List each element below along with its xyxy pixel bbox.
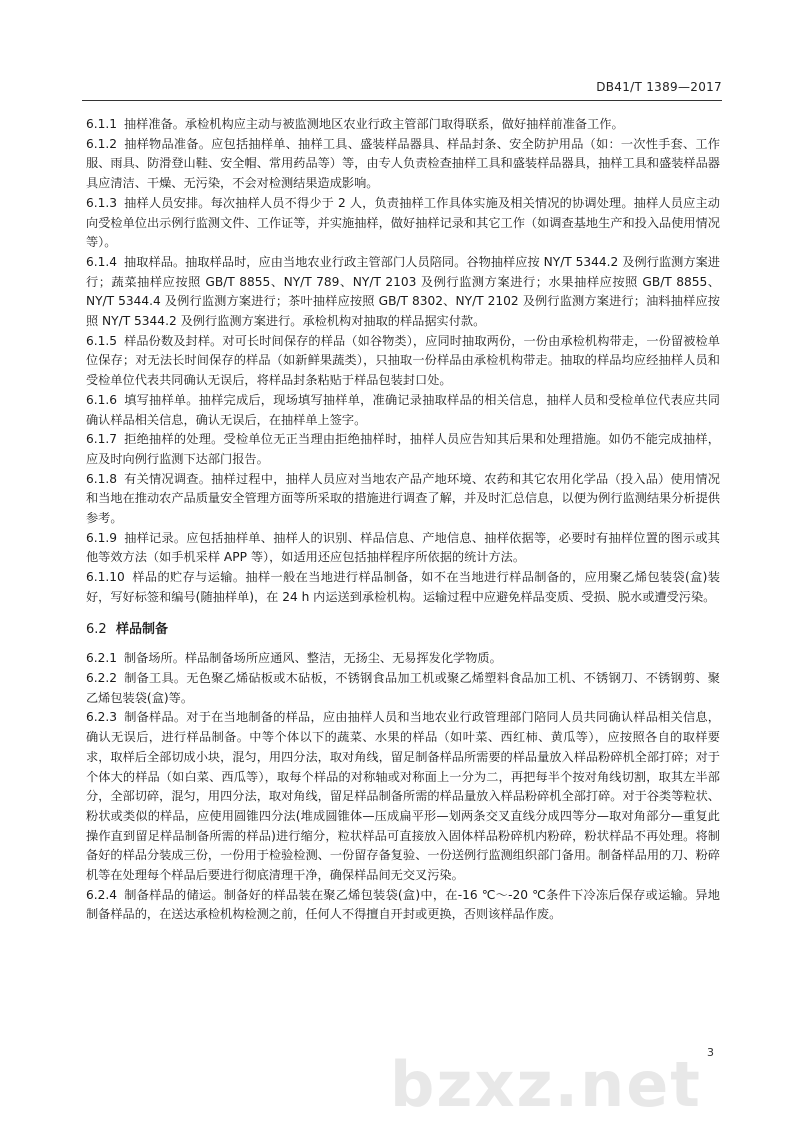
- clause-number: 6.1.7: [86, 432, 118, 447]
- clause-text: 拒绝抽样的处理。受检单位无正当理由拒绝抽样时，抽样人员应告知其后果和处理措施。如仍不能完成抽样，应及时向例行监测下达部门报告。: [86, 432, 720, 466]
- clause-paragraph: [86, 194, 720, 253]
- clause-number: 6.2.4: [86, 887, 118, 902]
- clause-text: 制备工具。无色聚乙烯砧板或木砧板，不锈钢食品加工机或聚乙烯塑料食品加工机、不锈钢刀、不锈钢剪、聚乙烯包装袋(盒)等。: [86, 670, 720, 705]
- clause-paragraph: [86, 135, 720, 194]
- clause-text: 制备样品的储运。制备好的样品装在聚乙烯包装袋(盒)中，在-16 ℃～-20 ℃条件下冷冻后保存或运输。异地制备样品的，在送达承检机构检测之前，任何人不得擅自开封或更换，否则该样品作废。: [86, 887, 720, 922]
- clause-text: 样品的贮存与运输。抽样一般在当地进行样品制备，如不在当地进行样品制备的，应用聚乙烯包装袋(盒)装好，写好标签和编号(随抽样单)，在 24 h 内运送到承检机构。运输过程中应避免样品变质、受损、脱水或遭受污染。: [86, 570, 720, 604]
- clause-paragraph: [86, 430, 720, 469]
- clause-text: 抽样物品准备。应包括抽样单、抽样工具、盛装样品器具、样品封条、安全防护用品（如：一次性手套、工作服、雨具、防滑登山鞋、安全帽、常用药品等）等，由专人负责检查抽样工具和盛装样品器具，抽样工具和盛装样品器具应清洁、干燥、无污染，不会对检测结果造成影响。: [86, 136, 720, 191]
- clause-paragraph: [86, 649, 720, 669]
- clause-text: 抽取样品。抽取样品时，应由当地农业行政主管部门人员陪同。谷物抽样应按 NY/T 5344.2 及例行监测方案进行；蔬菜抽样应按照 GB/T 8855、NY/T 789、NY/T 2103 及例行监测方案进行；水果抽样应按照 GB/T 8855、NY/T 5344.4 及例行监测方案进行；茶叶抽样应按照 GB/T 8302、NY/T 2102 及例行监测方案进行；油料抽样应按照 NY/T 5344.2 及例行监测方案进行。承检机构对抽取的样品据实付款。: [86, 254, 720, 329]
- clause-number: 6.2.3: [86, 710, 118, 725]
- clause-paragraph: [86, 470, 720, 529]
- document-body: [86, 115, 720, 925]
- clause-text: 填写抽样单。抽样完成后，现场填写抽样单，准确记录抽取样品的相关信息，抽样人员和受检单位代表应共同确认样品相关信息，确认无误后，在抽样单上签字。: [86, 392, 720, 427]
- clause-number: 6.1.6: [86, 392, 118, 407]
- section-6-2-clauses: [86, 649, 720, 925]
- header-divider: [82, 100, 722, 101]
- clause-paragraph: [86, 669, 720, 708]
- clause-number: 6.2.1: [86, 651, 118, 666]
- clause-text: 抽样人员安排。每次抽样人员不得少于 2 人，负责抽样工作具体实施及相关情况的协调处理。抽样人员应主动向受检单位出示例行监测文件、工作证等，并实施抽样，做好抽样记录和其它工作（如调查基地生产和投入品使用情况等）。: [86, 195, 720, 250]
- clause-paragraph: [86, 115, 720, 135]
- clause-number: 6.1.2: [86, 136, 118, 151]
- clause-number: 6.1.1: [86, 117, 118, 131]
- section-6-1-clauses: [86, 115, 720, 608]
- section-heading-6-2: [86, 620, 720, 640]
- page-number: 3: [707, 1046, 714, 1059]
- clause-text: 制备场所。样品制备场所应通风、整洁，无扬尘、无易挥发化学物质。: [124, 651, 502, 666]
- clause-number: 6.1.3: [86, 195, 118, 210]
- clause-text: 制备样品。对于在当地制备的样品，应由抽样人员和当地农业行政管理部门陪同人员共同确认样品相关信息，确认无误后，进行样品制备。中等个体以下的蔬菜、水果的样品（如叶菜、西红柿、黄瓜等），应按照各自的取样要求，取样后全部切成小块，混匀，用四分法，取对角线，留足制备样品所需要的样品量放入样品粉碎机全部打碎；对于个体大的样品（如白菜、西瓜等），取每个样品的对称轴或对称面上一分为二，再把每半个按对角线切割，取其左半部分，全部切碎，混匀，用四分法，取对角线，留足样品制备所需的样品量放入样品粉碎机全部打碎。对于谷类等粒状、粉状或类似的样品，应使用圆锥四分法(堆成圆锥体—压成扁平形—划两条交叉直线分成四等分—取对角部分—重复此操作直到留足样品制备所需的样品)进行缩分，粒状样品可直接放入固体样品粉碎机内粉碎，粉状样品不再处理。将制备好的样品分装成三份，一份用于检验检测、一份留存备复验、一份送例行监测组织部门备用。制备样品用的刀、粉碎机等在处理每个样品后要进行彻底清理干净，确保样品间无交叉污染。: [86, 710, 720, 883]
- standard-code: DB41/T 1389—2017: [596, 80, 722, 94]
- clause-paragraph: [86, 568, 720, 607]
- clause-paragraph: [86, 332, 720, 391]
- clause-paragraph: [86, 253, 720, 332]
- clause-paragraph: [86, 391, 720, 430]
- clause-paragraph: [86, 886, 720, 925]
- clause-text: 抽样准备。承检机构应主动与被监测地区农业行政主管部门取得联系，做好抽样前准备工作。: [124, 117, 624, 131]
- clause-number: 6.1.4: [86, 254, 118, 269]
- section-title: 样品制备: [116, 621, 169, 637]
- watermark-logo: bzxz.net: [390, 1048, 702, 1121]
- clause-number: 6.1.10: [86, 570, 125, 585]
- clause-number: 6.1.8: [86, 471, 118, 486]
- clause-text: 有关情况调查。抽样过程中，抽样人员应对当地农产品产地环境、农药和其它农用化学品（投入品）使用情况和当地在推动农产品质量安全管理方面等所采取的措施进行调查了解，并及时汇总信息，以便为例行监测结果分析提供参考。: [86, 471, 720, 526]
- section-number: 6.2: [86, 621, 107, 637]
- clause-number: 6.1.9: [86, 530, 118, 545]
- clause-paragraph: [86, 529, 720, 568]
- clause-text: 抽样记录。应包括抽样单、抽样人的识别、样品信息、产地信息、抽样依据等，必要时有抽样位置的图示或其他等效方法（如手机采样 APP 等），如适用还应包括抽样程序所依据的统计方法。: [86, 530, 720, 565]
- clause-text: 样品份数及封样。对可长时间保存的样品（如谷物类），应同时抽取两份，一份由承检机构带走，一份留被检单位保存；对无法长时间保存的样品（如新鲜果蔬类），只抽取一份样品由承检机构带走。抽取的样品均应经抽样人员和受检单位代表共同确认无误后，将样品封条粘贴于样品包装封口处。: [86, 333, 720, 388]
- clause-paragraph: [86, 708, 720, 885]
- clause-number: 6.2.2: [86, 670, 118, 685]
- clause-number: 6.1.5: [86, 333, 118, 348]
